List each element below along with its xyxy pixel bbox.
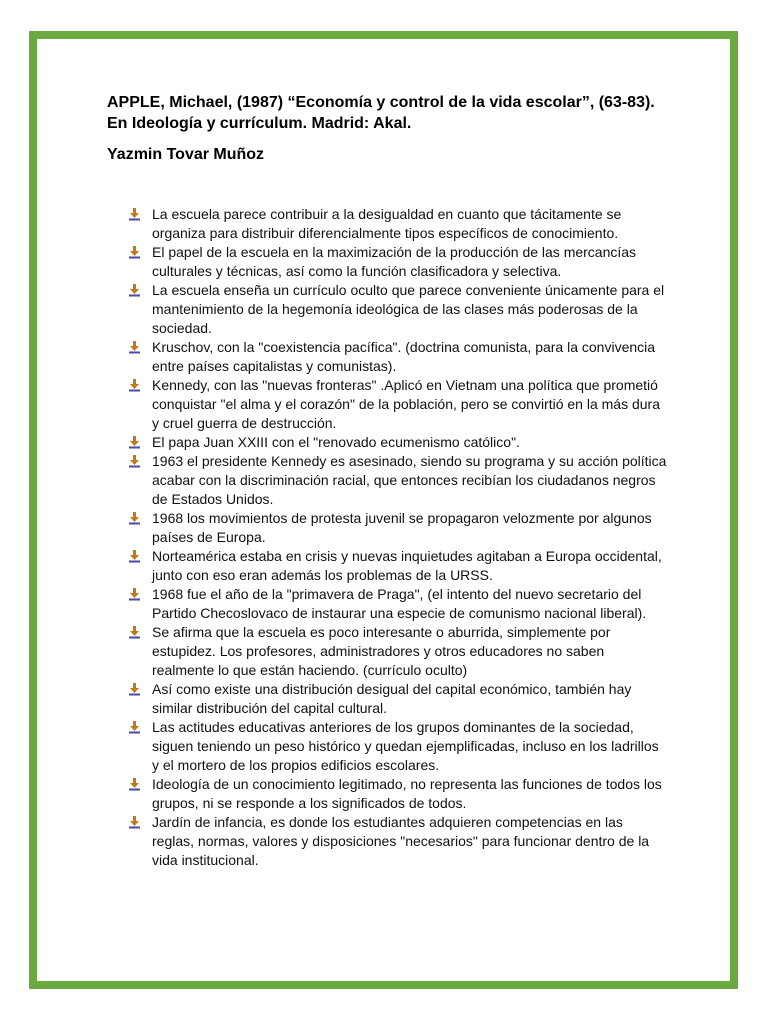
arrow-down-bullet-icon (129, 208, 140, 221)
arrow-down-bullet-icon (129, 778, 140, 791)
bullet-list (107, 205, 667, 870)
arrow-down-bullet-icon (129, 341, 140, 354)
bullet-text: Las actitudes educativas anteriores de los grupos dominantes de la sociedad, siguen teniendo un peso histórico y quedan ejemplificadas, incluso en los ladrillos y el mortero de los propios edificios escolares. (152, 719, 659, 773)
bullet-item (107, 623, 667, 680)
bullet-text: Se afirma que la escuela es poco interesante o aburrida, simplemente por estupidez. Los profesores, administradores y otros educadores no saben realmente lo que están haciendo. (currículo oculto) (152, 624, 611, 678)
bullet-item (107, 433, 667, 452)
bullet-text: El papa Juan XXIII con el "renovado ecumenismo católico". (152, 434, 520, 450)
arrow-down-bullet-icon (129, 512, 140, 525)
bullet-text: El papel de la escuela en la maximización de la producción de las mercancías culturales y técnicas, así como la función clasificadora y selectiva. (152, 244, 637, 279)
arrow-down-bullet-icon (129, 588, 140, 601)
bullet-text: 1968 fue el año de la "primavera de Praga", (el intento del nuevo secretario del Partido Checoslovaco de instaurar una especie de comunismo nacional liberal). (152, 586, 647, 621)
arrow-down-bullet-icon (129, 284, 140, 297)
bullet-item (107, 376, 667, 433)
bullet-text: Jardín de infancia, es donde los estudiantes adquieren competencias en las reglas, normas, valores y disposiciones "necesarios" para funcionar dentro de la vida institucional. (152, 814, 650, 868)
citation-heading: APPLE, Michael, (1987) “Economía y control de la vida escolar”, (63-83). En Ideología y currículum. Madrid: Akal. (107, 94, 655, 132)
arrow-down-bullet-icon (129, 550, 140, 563)
document-content (107, 92, 667, 870)
bullet-item (107, 205, 667, 243)
bullet-item (107, 718, 667, 775)
arrow-down-bullet-icon (129, 721, 140, 734)
bullet-item (107, 680, 667, 718)
bullet-item (107, 338, 667, 376)
bullet-text: Kruschov, con la "coexistencia pacífica". (doctrina comunista, para la convivencia entre países capitalistas y comunistas). (152, 339, 656, 374)
arrow-down-bullet-icon (129, 246, 140, 259)
bullet-text: Kennedy, con las "nuevas fronteras" .Aplicó en Vietnam una política que prometió conquistar "el alma y el corazón" de la población, pero se convirtió en la más dura y cruel guerra de destrucción. (152, 377, 660, 431)
arrow-down-bullet-icon (129, 816, 140, 829)
bullet-text: La escuela enseña un currículo oculto que parece conveniente únicamente para el mantenimiento de la hegemonía ideológica de las clases más poderosas de la sociedad. (152, 282, 665, 336)
arrow-down-bullet-icon (129, 683, 140, 696)
arrow-down-bullet-icon (129, 626, 140, 639)
bullet-text: 1968 los movimientos de protesta juvenil se propagaron velozmente por algunos países de Europa. (152, 510, 652, 545)
bullet-text: 1963 el presidente Kennedy es asesinado, siendo su programa y su acción política acabar con la discriminación racial, que entonces recibían los ciudadanos negros de Estados Unidos. (152, 453, 667, 507)
bullet-item (107, 243, 667, 281)
bullet-item (107, 775, 667, 813)
bullet-text: Así como existe una distribución desigual del capital económico, también hay similar distribución del capital cultural. (152, 681, 632, 716)
bullet-item (107, 547, 667, 585)
arrow-down-bullet-icon (129, 455, 140, 468)
arrow-down-bullet-icon (129, 379, 140, 392)
bullet-text: La escuela parece contribuir a la desigualdad en cuanto que tácitamente se organiza para distribuir diferencialmente tipos específicos de conocimiento. (152, 206, 622, 241)
bullet-item (107, 585, 667, 623)
bullet-item (107, 452, 667, 509)
bullet-item (107, 509, 667, 547)
bullet-item (107, 813, 667, 870)
bullet-text: Norteamérica estaba en crisis y nuevas inquietudes agitaban a Europa occidental, junto con eso eran además los problemas de la URSS. (152, 548, 662, 583)
author-name: Yazmin Tovar Muñoz (107, 146, 265, 163)
bullet-text: Ideología de un conocimiento legitimado, no representa las funciones de todos los grupos, ni se responde a los significados de todos. (152, 776, 662, 811)
arrow-down-bullet-icon (129, 436, 140, 449)
bullet-item (107, 281, 667, 338)
